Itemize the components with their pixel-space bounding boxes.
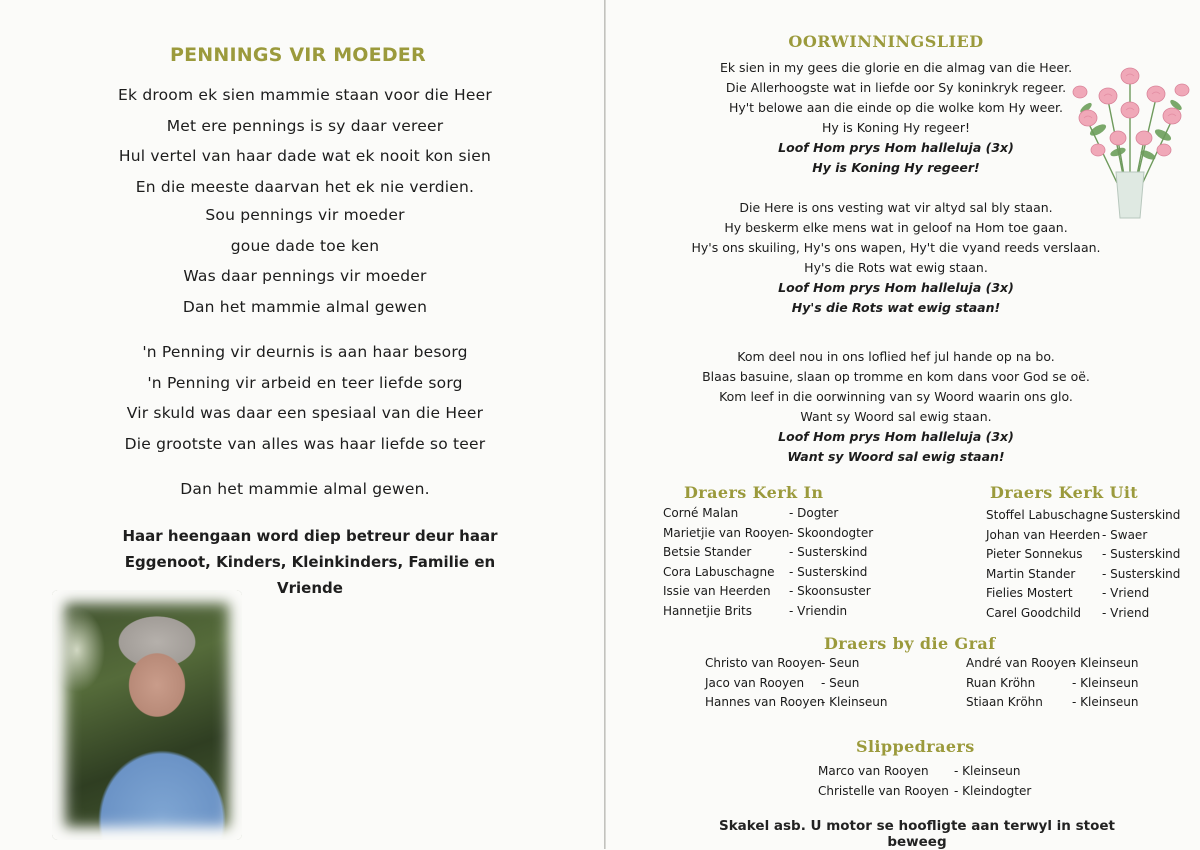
hymn-line: Die Allerhoogste wat in liefde oor Sy koninkryk regeer. (725, 80, 1067, 95)
list-item (986, 508, 1186, 528)
poem-line: Dan het mammie almal gewen (182, 297, 428, 316)
poem-line: Hul vertel van haar dade wat ek nooit kon sien (118, 147, 492, 165)
poem-line: Dan het mammie almal gewen. (180, 480, 430, 498)
bearer-name: Jaco van Rooyen (705, 675, 805, 690)
bearer-relation: - Kleinseun (821, 695, 888, 710)
bearer-name: Issie van Heerden (663, 584, 771, 599)
bearer-relation: - Susterskind (1102, 566, 1181, 581)
bearer-relation: - Kleinseun (1072, 656, 1139, 670)
poem-line: Vir skuld was daar een spesiaal van die Heer (126, 404, 484, 422)
bearers-grave-heading: Draers by die Graf (824, 634, 996, 653)
bearers-in-heading: Draers Kerk In (684, 483, 824, 502)
poem-line: 'n Penning vir deurnis is aan haar besorg (142, 343, 468, 361)
bearer-relation: - Vriend (1102, 605, 1150, 620)
bearer-name: Corné Malan (663, 506, 739, 520)
hymn-line: Hy't belowe aan die einde op die wolke kom Hy weer. (728, 100, 1064, 115)
hymn-verse-1 (696, 58, 1096, 178)
bearer-name: Johan van Heerden (986, 527, 1101, 542)
bearer-name: Marietjie van Rooyen (663, 525, 790, 540)
list-item (663, 526, 903, 546)
hymn-line: Kom leef in die oorwinning van sy Woord waarin ons glo. (719, 389, 1073, 404)
list-item (966, 676, 1166, 696)
hymn-line: Hy beskerm elke mens wat in geloof na Hom toe gaan. (724, 220, 1068, 235)
list-item (986, 567, 1186, 587)
bearer-name: Pieter Sonnekus (986, 547, 1083, 562)
pall-bearers-list (818, 764, 1048, 803)
poem-line: En die meeste daarvan het ek nie verdien. (135, 177, 475, 196)
hymn-chorus-line: Want sy Woord sal ewig staan! (787, 449, 1005, 464)
bearer-relation: - Susterskind (789, 545, 868, 560)
hymn-line: Kom deel nou in ons loflied hef jul hande op na bo. (737, 349, 1055, 364)
bearer-relation: - Dogter (789, 506, 839, 520)
poem-line: Die grootste van alles was haar liefde so teer (124, 434, 486, 453)
hymn-chorus-line: Hy's die Rots wat ewig staan! (791, 300, 1001, 315)
bearer-relation: - Kleinseun (1072, 675, 1139, 690)
bearers-out-heading: Draers Kerk Uit (990, 483, 1139, 502)
hymn-line: Hy's die Rots wat ewig staan. (804, 260, 988, 275)
list-item (986, 528, 1186, 548)
list-item (705, 695, 905, 715)
bearer-name: Ruan Kröhn (966, 675, 1036, 690)
bearer-name: Fielies Mostert (986, 586, 1073, 601)
hymn-chorus-line: Loof Hom prys Hom halleluja (3x) (778, 429, 1014, 444)
poem-stanza-4 (70, 474, 540, 505)
hymn-line: Want sy Woord sal ewig staan. (800, 409, 992, 424)
list-item (663, 506, 903, 526)
bearer-name: Christo van Rooyen (705, 656, 822, 670)
list-item (966, 656, 1166, 676)
list-item (818, 764, 1048, 784)
right-page (606, 0, 1200, 849)
bearer-relation: - Kleinseun (954, 764, 1021, 778)
bearer-relation: - Susterskind (1102, 508, 1181, 522)
bearer-name: Martin Stander (986, 566, 1076, 581)
hymn-verse-2 (676, 198, 1116, 318)
bearers-grave-list-left (705, 656, 905, 715)
bearers-in-list (663, 506, 903, 624)
rose-vase-illustration (1068, 60, 1193, 220)
list-item (818, 784, 1048, 804)
bearer-name: Hannetjie Brits (663, 603, 752, 618)
headlights-notice: Skakel asb. U motor se hoofligte aan terwyl in stoet beweeg (718, 818, 1115, 850)
poem-line: 'n Penning vir arbeid en teer liefde sorg (147, 373, 463, 392)
poem-line: goue dade toe ken (230, 236, 380, 255)
bearer-relation: - Vriendin (789, 603, 848, 618)
poem-stanza-1 (70, 80, 540, 202)
bearer-relation: - Vriend (1102, 586, 1150, 601)
list-item (663, 604, 903, 624)
hymn-verse-3 (696, 347, 1096, 467)
portrait-vignette (52, 590, 242, 840)
hymn-line: Ek sien in my gees die glorie en die almag van die Heer. (719, 60, 1073, 75)
hymn-line: Hy is Koning Hy regeer! (822, 120, 970, 135)
list-item (663, 584, 903, 604)
bearer-name: Marco van Rooyen (818, 764, 929, 778)
bearer-relation: - Susterskind (1102, 547, 1181, 562)
poem-line: Ek droom ek sien mammie staan voor die Heer (118, 86, 492, 104)
list-item (705, 656, 905, 676)
list-item (966, 695, 1166, 715)
list-item (986, 547, 1186, 567)
hymn-line: Die Here is ons vesting wat vir altyd sal bly staan. (739, 200, 1053, 215)
poem-title: PENNINGS VIR MOEDER (170, 44, 426, 66)
bearer-relation: - Susterskind (789, 564, 868, 579)
bearer-name: Betsie Stander (663, 545, 752, 560)
poem-stanza-2 (70, 200, 540, 322)
poem-stanza-3 (70, 337, 540, 459)
bearer-relation: - Kleindogter (954, 783, 1032, 798)
bearer-name: Carel Goodchild (986, 605, 1082, 620)
hymn-line: Hy's ons skuiling, Hy's ons wapen, Hy't die vyand reeds verslaan. (691, 240, 1101, 255)
bearer-name: Stiaan Kröhn (966, 695, 1043, 710)
mourning-line: Haar heengaan word diep betreur deur haar (122, 527, 498, 545)
hymn-chorus-line: Hy is Koning Hy regeer! (812, 160, 980, 175)
list-item (986, 586, 1186, 606)
list-item (663, 565, 903, 585)
bearer-relation: - Seun (821, 656, 860, 670)
hymn-line: Blaas basuine, slaan op tromme en kom dans voor God se oë. (702, 369, 1090, 384)
pall-bearers-heading: Slippedraers (856, 737, 975, 756)
bearer-relation: - Swaer (1102, 527, 1148, 542)
bearers-grave-list-right (966, 656, 1166, 715)
bearer-relation: - Skoonsuster (789, 584, 871, 599)
bearer-name: Stoffel Labuschagne (986, 508, 1109, 522)
poem-line: Sou pennings vir moeder (205, 206, 405, 224)
list-item (705, 676, 905, 696)
hymn-chorus-line: Loof Hom prys Hom halleluja (3x) (778, 140, 1014, 155)
bearer-relation: - Skoondogter (789, 525, 874, 540)
bearer-relation: - Kleinseun (1072, 695, 1139, 710)
poem-line: Was daar pennings vir moeder (183, 267, 427, 285)
bearer-relation: - Seun (821, 675, 860, 690)
hymn-title: OORWINNINGSLIED (788, 32, 984, 51)
bearer-name: André van Rooyen (966, 656, 1076, 670)
bearer-name: Hannes van Rooyen (705, 695, 825, 710)
bearers-out-list (986, 508, 1186, 626)
poem-line: Met ere pennings is sy daar vereer (166, 116, 444, 135)
mourning-line: Eggenoot, Kinders, Kleinkinders, Familie en Vriende (124, 553, 496, 597)
list-item (986, 606, 1186, 626)
bearer-name: Christelle van Rooyen (818, 783, 949, 798)
hymn-chorus-line: Loof Hom prys Hom halleluja (3x) (778, 280, 1014, 295)
list-item (663, 545, 903, 565)
bearer-name: Cora Labuschagne (663, 564, 775, 579)
